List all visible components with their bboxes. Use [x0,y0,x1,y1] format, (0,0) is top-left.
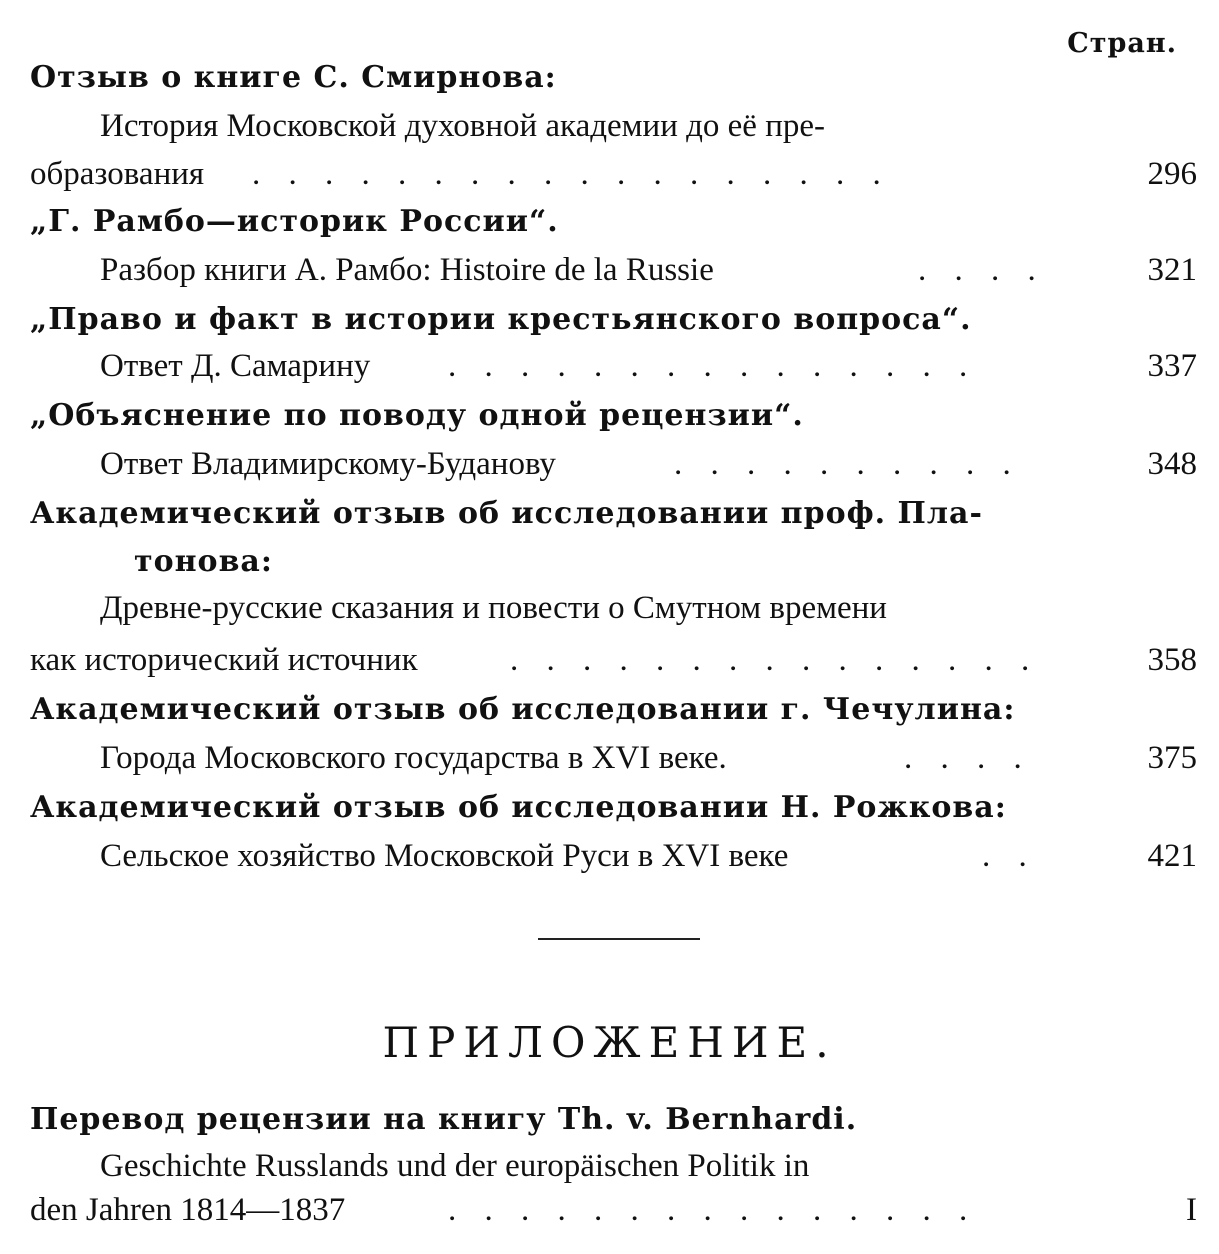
page-number: 337 [1147,348,1197,384]
page-number: 358 [1147,642,1197,678]
pages-column-header: Стран. [1067,28,1177,59]
page-number: 296 [1147,156,1197,192]
appendix-title: ПРИЛОЖЕНИЕ. [382,1018,837,1067]
page-number: 421 [1147,838,1197,874]
page-number: 348 [1147,446,1197,482]
section-divider [538,938,700,940]
page-number: 375 [1147,740,1197,776]
page-number: 321 [1147,252,1197,288]
page-number: I [1186,1192,1197,1228]
